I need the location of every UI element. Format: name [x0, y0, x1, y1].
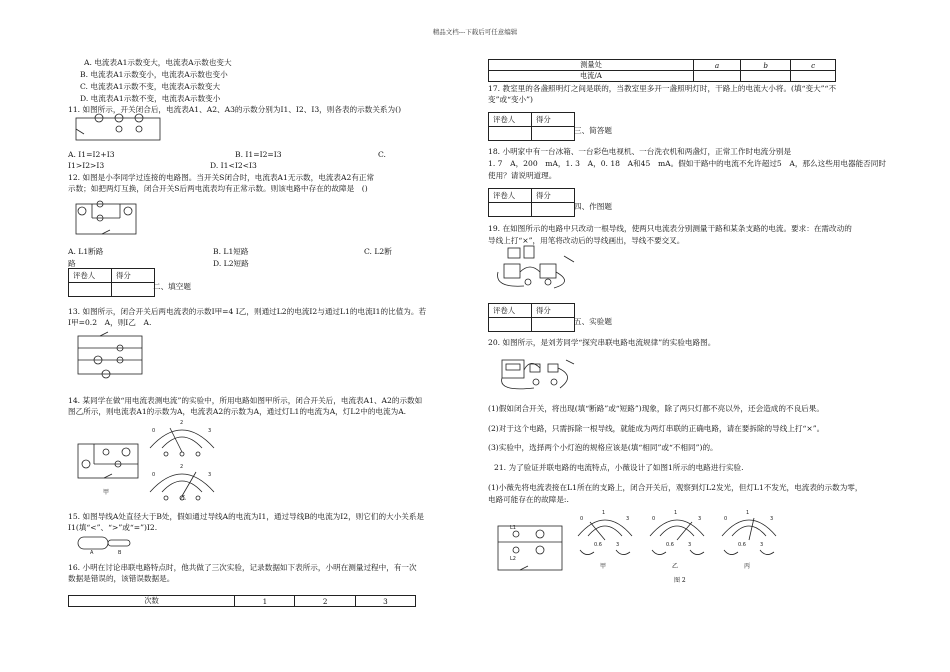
svg-text:0.6: 0.6 [594, 542, 602, 548]
score-points-cell [532, 318, 575, 332]
svg-text:1: 1 [746, 510, 750, 516]
score-box-section2 [68, 268, 155, 297]
q13-circuit-figure [76, 330, 148, 378]
score-reviewer-label: 评卷人 [489, 113, 532, 127]
q16-line1: 16. 小明在讨论串联电路特点时，他共做了三次实验，记录数据如下表所示，小明在测量过程中，有一次 [68, 563, 417, 572]
q15-wire-figure [76, 534, 136, 556]
q10-option-a: A. 电流表A1示数变大，电流表A示数也变大 [84, 58, 232, 67]
measure-row-a [693, 71, 740, 82]
score-points-label: 得分 [532, 113, 575, 127]
q12-circuit-figure [74, 196, 144, 240]
fig21-caption: 图 2 [674, 577, 686, 584]
page-header: 精品文档---下载后可任意编辑 [432, 28, 518, 36]
fig14-label-yi: 乙 [180, 495, 187, 502]
measure-header-label: 测量处 [489, 60, 694, 71]
svg-text:0: 0 [724, 516, 728, 522]
score-reviewer-label: 评卷人 [489, 189, 532, 203]
q12-line1: 12. 如图是小李同学过连接的电路图。当开关S闭合时，电流表A1无示数，电流表A2有正常 [68, 173, 375, 182]
section4-title: 四、作图题 [574, 202, 612, 211]
fig14-label-jia: 甲 [103, 489, 110, 496]
measure-header-c: c [791, 60, 836, 71]
q21-ammeter-dial-jia [572, 508, 638, 548]
svg-text:0: 0 [580, 516, 584, 522]
svg-text:0.6: 0.6 [666, 542, 674, 548]
fig21-label-bing: 丙 [744, 563, 751, 570]
q19-line1: 19. 在如图所示的电路中只改动一根导线，使两只电流表分别测量干路和某条支路的电流。要求：在需改动的 [488, 224, 852, 233]
score-box-section4 [488, 188, 575, 217]
q16-table-header-count: 次数 [69, 596, 235, 607]
measure-row-c [791, 71, 836, 82]
svg-text:3: 3 [626, 516, 630, 522]
score-points-label: 得分 [532, 304, 575, 318]
q14-line1: 14. 某同学在做“用电流表测电流”的实验中，所用电路如图甲所示，闭合开关后，电流表A1、A2的示数如 [68, 396, 423, 405]
q21-part1-line1: (1)小薇先将电流表接在L1所在的支路上，闭合开关后，观察到灯L2发光，但灯L1不发光，电流表的示数为零， [488, 483, 863, 492]
section5-title: 五、实验题 [574, 317, 612, 326]
score-reviewer-cell [489, 203, 532, 217]
score-points-cell [532, 203, 575, 217]
q20-part2: (2)对于这个电路，只需拆除一根导线，就能成为两灯串联的正确电路，请在要拆除的导线上打“×”。 [488, 424, 825, 433]
score-points-cell [112, 283, 155, 297]
measure-row-b [741, 71, 791, 82]
svg-text:3: 3 [760, 542, 764, 548]
q14-line2: 图乙所示，则电流表A1的示数为A，电流表A2的示数为A，通过灯L1的电流为A，灯L2中的电流为A. [68, 407, 407, 416]
q13-line1: 13. 如图所示，闭合开关后两电流表的示数I甲=4 I乙，则通过L2的电流I2与通过L1的电流I1的比值为。若 [68, 307, 427, 316]
score-box-section5 [488, 303, 575, 332]
section3-title: 三、简答题 [574, 126, 612, 135]
score-reviewer-cell [489, 127, 532, 141]
q19-line2: 导线上打“×”，用笔将改动后的导线画出，导线不要交叉。 [488, 236, 685, 245]
q21-part1-line2: 电路可能存在的故障是:. [488, 495, 569, 504]
q11-circuit-figure [74, 114, 164, 144]
svg-text:L2: L2 [510, 556, 516, 562]
svg-text:1: 1 [674, 510, 678, 516]
q20-part3: (3)实验中，选择两个小灯泡的规格应该是(填“相同”或“不相同”)的。 [488, 443, 718, 452]
q14-ammeter-dial-1 [142, 418, 222, 458]
q18-line1: 18. 小明家中有一台冰箱、一台彩色电视机、一台洗衣机和两盏灯，正常工作时电流分别是 [488, 147, 792, 156]
svg-text:3: 3 [698, 516, 702, 522]
svg-text:3: 3 [770, 516, 774, 522]
fig21-label-yi: 乙 [672, 563, 679, 570]
q11-option-d: D. I1<I2<I3 [210, 161, 257, 170]
fig21-label-jia: 甲 [600, 563, 607, 570]
measure-header-a: a [693, 60, 740, 71]
score-reviewer-cell [69, 283, 112, 297]
q13-line2: I甲=0.2 A，则I乙 A. [68, 318, 152, 327]
q19-circuit-figure [494, 242, 580, 292]
q10-option-b: B. 电流表A1示数变小，电流表A示数也变小 [80, 70, 228, 79]
q15-line1: 15. 如图导线A处直径大于B处，假如通过导线A的电流为I1，通过导线B的电流为I2，则它们的大小关系是 [68, 512, 425, 521]
q11-option-c-cont: I1>I2>I3 [68, 161, 105, 170]
svg-text:1: 1 [602, 510, 606, 516]
q11-option-c: C. [378, 150, 386, 159]
q12-option-a-cont: 路 [68, 259, 76, 268]
q21-ammeter-dial-bing [716, 508, 782, 548]
score-points-cell [532, 127, 575, 141]
q18-line3: 使用？请说明道理。 [488, 171, 557, 180]
q16-table-header-3: 3 [355, 596, 415, 607]
svg-text:3: 3 [208, 472, 212, 478]
svg-text:3: 3 [616, 542, 620, 548]
q17-line1: 17. 教室里的各盏照明灯之间是联的，当教室里多开一盏照明灯时，干路上的电流大小将。(填“变大”“不 [488, 84, 837, 93]
svg-text:2: 2 [180, 464, 184, 470]
q11-option-a: A. I1=I2+I3 [68, 150, 115, 159]
q15-line2: I1(填“<”、“>”或“=”)I2. [68, 523, 158, 532]
q11-option-b: B. I1=I2=I3 [235, 150, 282, 159]
q21-text: 21. 为了验证并联电路的电流特点，小薇设计了如图1所示的电路进行实验. [494, 463, 744, 472]
q18-line2: 1. 7 A，200 mA，1. 3 A，0. 18 A和45 mA。假如干路中的电流不允许超过5 A，那么这些用电器能否同时 [488, 159, 886, 168]
score-box-section3 [488, 112, 575, 141]
q20-text: 20. 如图所示，是刘芳同学“探究串联电路电流规律”的实验电路图。 [488, 338, 716, 347]
q16-line2: 数据是错误的，该错误数据是。 [68, 574, 175, 583]
q12-option-b: B. L1短路 [213, 247, 249, 256]
q20-circuit-figure [494, 350, 580, 394]
svg-text:0: 0 [652, 516, 656, 522]
svg-text:A: A [90, 550, 94, 556]
svg-text:3: 3 [208, 428, 212, 434]
svg-text:0.6: 0.6 [738, 542, 746, 548]
q12-option-d: D. L2短路 [213, 259, 249, 268]
svg-text:2: 2 [180, 420, 184, 426]
q14-circuit-figure [74, 438, 144, 486]
q12-option-a: A. L1断路 [68, 247, 104, 256]
q21-wires-row [572, 548, 782, 560]
q21-ammeter-dial-yi [644, 508, 710, 548]
svg-text:3: 3 [688, 542, 692, 548]
score-points-label: 得分 [532, 189, 575, 203]
q17-line2: 变”或“变小”) [488, 95, 533, 104]
svg-text:0: 0 [152, 428, 156, 434]
q10-option-c: C. 电流表A1示数不变，电流表A示数变大 [80, 82, 221, 91]
q21-circuit-figure-1 [494, 520, 568, 576]
score-points-label: 得分 [112, 269, 155, 283]
q16-data-table [68, 595, 416, 607]
section2-title: 二、填空题 [153, 282, 191, 291]
q12-line2: 示数；如把两灯互换，闭合开关S后两电流表均有正常示数。则该电路中存在的故障是 () [68, 184, 368, 193]
score-reviewer-label: 评卷人 [489, 304, 532, 318]
measure-header-b: b [741, 60, 791, 71]
measure-row-label: 电流/A [489, 71, 694, 82]
q11-text: 11. 如图所示，开关闭合后，电流表A1、A2、A3的示数分别为I1、I2、I3，则各表的示数关系为() [68, 105, 402, 114]
q16-table-header-1: 1 [235, 596, 295, 607]
score-reviewer-label: 评卷人 [69, 269, 112, 283]
score-reviewer-cell [489, 318, 532, 332]
q20-part1: (1)假如闭合开关，将出现(填“断路”或“短路”)现象，除了两只灯都不亮以外，还会造成的不良后果。 [488, 404, 824, 413]
svg-text:B: B [118, 550, 122, 556]
svg-text:L1: L1 [510, 525, 516, 531]
q16-table-header-2: 2 [295, 596, 355, 607]
q10-option-d: D. 电流表A1示数不变，电流表A示数变小 [80, 94, 221, 103]
q12-option-c: C. L2断 [364, 247, 392, 256]
svg-text:0: 0 [152, 472, 156, 478]
q16-measure-table [488, 59, 836, 82]
